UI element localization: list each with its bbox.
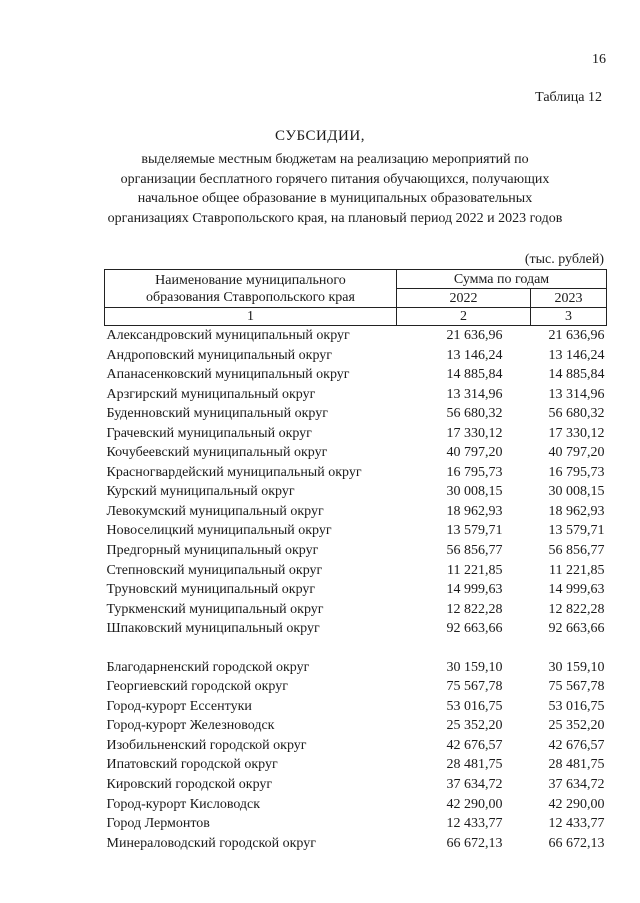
value-2023: 30 008,15 bbox=[548, 484, 605, 500]
column-number-1: 1 bbox=[105, 308, 397, 326]
value-2022: 56 680,32 bbox=[446, 406, 503, 422]
municipality-name: Минераловодский городской округ bbox=[106, 835, 316, 851]
value-2023: 13 146,24 bbox=[548, 347, 605, 363]
value-2023: 37 634,72 bbox=[548, 777, 605, 793]
page-number: 16 bbox=[592, 52, 606, 67]
column-number-3: 3 bbox=[531, 308, 607, 326]
table-row bbox=[105, 619, 607, 639]
value-2022: 42 676,57 bbox=[446, 737, 503, 753]
municipality-name: Город Лермонтов bbox=[106, 816, 210, 832]
value-2023: 40 797,20 bbox=[548, 445, 605, 461]
value-2023: 56 680,32 bbox=[548, 406, 605, 422]
table-row bbox=[105, 424, 607, 444]
value-2022: 17 330,12 bbox=[446, 425, 503, 441]
table-row bbox=[105, 755, 607, 775]
value-2022: 16 795,73 bbox=[446, 464, 503, 480]
header-sum-by-years: Сумма по годам bbox=[397, 270, 607, 289]
table-row bbox=[105, 365, 607, 385]
value-2023: 13 579,71 bbox=[548, 523, 605, 539]
municipality-name: Степновский муниципальный округ bbox=[106, 562, 323, 578]
subtitle-line: организациях Ставропольского края, на плановый период 2022 и 2023 годов bbox=[107, 210, 563, 226]
municipality-name: Левокумский муниципальный округ bbox=[106, 503, 324, 519]
value-2022: 75 567,78 bbox=[446, 679, 503, 695]
municipality-name: Кировский городской округ bbox=[106, 777, 273, 793]
value-2023: 53 016,75 bbox=[548, 698, 605, 714]
municipality-name: Андроповский муниципальный округ bbox=[106, 347, 333, 363]
units-label: (тыс. рублей) bbox=[524, 252, 604, 267]
municipality-name: Изобильненский городской округ bbox=[106, 737, 307, 753]
value-2022: 13 314,96 bbox=[446, 386, 503, 402]
table-row bbox=[105, 600, 607, 620]
value-2023: 25 352,20 bbox=[548, 718, 605, 734]
table-row bbox=[105, 834, 607, 854]
subtitle-line: организации бесплатного горячего питания обучающихся, получающих bbox=[120, 171, 550, 187]
table-row bbox=[105, 697, 607, 717]
value-2022: 53 016,75 bbox=[446, 698, 503, 714]
value-2022: 37 634,72 bbox=[446, 777, 503, 793]
value-2023: 56 856,77 bbox=[548, 543, 605, 559]
value-2022: 30 159,10 bbox=[446, 659, 503, 675]
subtitle-line: начальное общее образование в муниципальных образовательных bbox=[137, 191, 533, 206]
table-row bbox=[105, 482, 607, 502]
table-row bbox=[105, 658, 607, 678]
value-2022: 40 797,20 bbox=[446, 445, 503, 461]
group-spacer bbox=[105, 639, 607, 658]
table-row bbox=[105, 736, 607, 756]
municipality-name: Арзгирский муниципальный округ bbox=[106, 386, 316, 402]
municipality-name: Город-курорт Ессентуки bbox=[106, 698, 252, 714]
municipality-name: Новоселицкий муниципальный округ bbox=[106, 523, 332, 539]
value-2022: 66 672,13 bbox=[446, 835, 503, 851]
table-row bbox=[105, 463, 607, 483]
value-2022: 14 885,84 bbox=[446, 367, 503, 383]
value-2023: 66 672,13 bbox=[548, 835, 605, 851]
municipality-name: Апанасенковский муниципальный округ bbox=[106, 367, 350, 383]
value-2023: 75 567,78 bbox=[548, 679, 605, 695]
value-2022: 21 636,96 bbox=[446, 328, 503, 343]
table-body bbox=[105, 326, 607, 854]
value-2023: 30 159,10 bbox=[548, 659, 605, 675]
table-row bbox=[105, 541, 607, 561]
value-2023: 16 795,73 bbox=[548, 464, 605, 480]
table-row bbox=[105, 326, 607, 346]
municipality-name: Буденновский муниципальный округ bbox=[106, 406, 328, 422]
table-row bbox=[105, 716, 607, 736]
municipality-name: Предгорный муниципальный округ bbox=[106, 543, 319, 559]
municipality-name: Труновский муниципальный округ bbox=[106, 582, 316, 598]
municipality-name: Ипатовский городской округ bbox=[106, 757, 278, 773]
header-municipality bbox=[105, 270, 397, 308]
value-2022: 13 146,24 bbox=[446, 347, 503, 363]
table-row bbox=[105, 346, 607, 366]
value-2023: 11 221,85 bbox=[549, 562, 605, 578]
table-row bbox=[105, 443, 607, 463]
value-2022: 11 221,85 bbox=[447, 562, 503, 578]
value-2022: 56 856,77 bbox=[446, 543, 503, 559]
value-2023: 28 481,75 bbox=[548, 757, 605, 773]
value-2023: 42 676,57 bbox=[548, 737, 605, 753]
table-row bbox=[105, 561, 607, 581]
value-2023: 14 885,84 bbox=[548, 367, 605, 383]
value-2023: 17 330,12 bbox=[548, 425, 605, 441]
municipality-name: Туркменский муниципальный округ bbox=[106, 601, 324, 617]
value-2023: 12 433,77 bbox=[548, 816, 605, 832]
municipality-name: Красногвардейский муниципальный округ bbox=[106, 464, 362, 480]
municipality-name: Кочубеевский муниципальный округ bbox=[106, 445, 328, 461]
value-2023: 12 822,28 bbox=[548, 601, 605, 617]
table-label: Таблица 12 bbox=[535, 90, 602, 105]
municipality-name: Город-курорт Кисловодск bbox=[106, 796, 261, 812]
table-row bbox=[105, 502, 607, 522]
table-row bbox=[105, 814, 607, 834]
municipality-name: Город-курорт Железноводск bbox=[106, 718, 275, 734]
municipality-name: Курский муниципальный округ bbox=[106, 484, 295, 500]
value-2023: 42 290,00 bbox=[548, 796, 605, 812]
municipality-name: Александровский муниципальный округ bbox=[106, 328, 350, 343]
subsidies-table bbox=[104, 269, 607, 853]
value-2022: 13 579,71 bbox=[446, 523, 503, 539]
header-year-2023: 2023 bbox=[531, 289, 607, 308]
table-row bbox=[105, 385, 607, 405]
value-2022: 12 822,28 bbox=[446, 601, 503, 617]
municipality-name: Георгиевский городской округ bbox=[106, 679, 288, 695]
table-row bbox=[105, 795, 607, 815]
value-2023: 18 962,93 bbox=[548, 503, 605, 519]
table-row bbox=[105, 677, 607, 697]
subtitle-line: выделяемые местным бюджетам на реализацию мероприятий по bbox=[141, 152, 529, 167]
value-2023: 13 314,96 bbox=[548, 386, 605, 402]
value-2022: 14 999,63 bbox=[446, 582, 503, 598]
value-2022: 42 290,00 bbox=[446, 796, 503, 812]
header-municipality-line2: образования Ставропольского края bbox=[146, 289, 355, 305]
value-2023: 92 663,66 bbox=[548, 621, 605, 637]
table-row bbox=[105, 580, 607, 600]
municipality-name: Благодарненский городской округ bbox=[106, 659, 310, 675]
value-2022: 18 962,93 bbox=[446, 503, 503, 519]
value-2023: 14 999,63 bbox=[548, 582, 605, 598]
value-2022: 12 433,77 bbox=[446, 816, 503, 832]
value-2022: 92 663,66 bbox=[446, 621, 503, 637]
header-year-2022: 2022 bbox=[397, 289, 531, 308]
header-municipality-line1: Наименование муниципального bbox=[155, 272, 346, 288]
value-2022: 28 481,75 bbox=[446, 757, 503, 773]
value-2023: 21 636,96 bbox=[548, 328, 605, 343]
table-row bbox=[105, 775, 607, 795]
column-number-2: 2 bbox=[397, 308, 531, 326]
municipality-name: Грачевский муниципальный округ bbox=[106, 425, 312, 441]
value-2022: 25 352,20 bbox=[446, 718, 503, 734]
table-row bbox=[105, 521, 607, 541]
document-title: СУБСИДИИ, bbox=[275, 128, 365, 144]
table-row bbox=[105, 404, 607, 424]
municipality-name: Шпаковский муниципальный округ bbox=[106, 621, 320, 637]
value-2022: 30 008,15 bbox=[446, 484, 503, 500]
document-subtitle bbox=[100, 150, 570, 228]
